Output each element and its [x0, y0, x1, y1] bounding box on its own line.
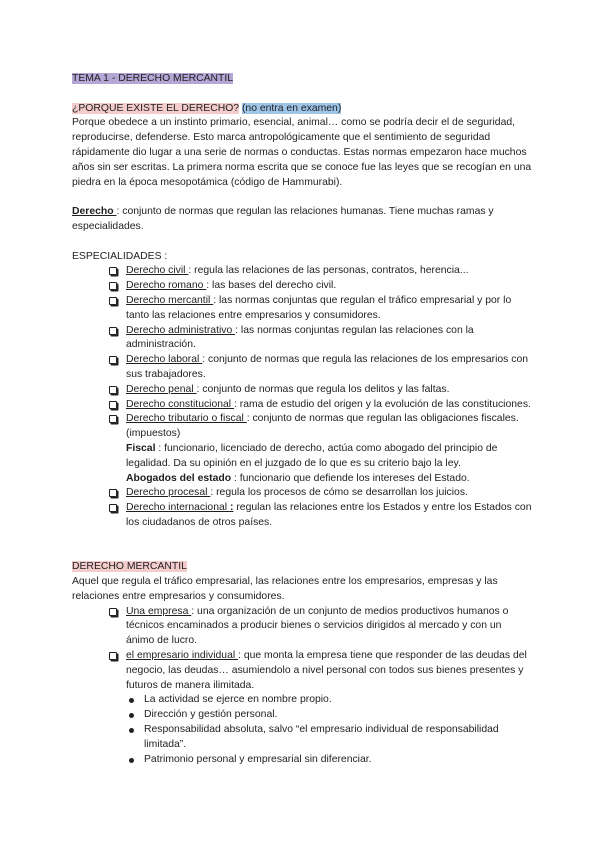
list-item: Derecho administrativo : las normas conjuntas regulan las relaciones con la administración.	[108, 324, 532, 354]
bullet-item: Responsabilidad absoluta, salvo “el empresario individual de responsabilidad limitada”.	[126, 723, 532, 753]
list-item: Derecho laboral : conjunto de normas que regula las relaciones de los empresarios con sus trabajadores.	[108, 353, 532, 383]
list-item: Una empresa : una organización de un conjunto de medios productivos humanos o técnicos encaminados a producir bienes o servicios dirigidos al mercado y con un ánimo de lucro.	[108, 605, 532, 649]
empresario-bullets	[72, 693, 532, 767]
abogados-note: Abogados del estado : funcionario que defiende los intereses del Estado.	[126, 472, 470, 484]
list-item: Derecho procesal : regula los procesos de cómo se desarrollan los juicios.	[108, 486, 532, 501]
list-item: Derecho internacional : regulan las relaciones entre los Estados y entre los Estados con los ciudadanos de otros países.	[108, 501, 532, 531]
mercantil-intro: Aquel que regula el tráfico empresarial, las relaciones entre los empresarios, empresas y las relaciones entre empresarios y consumidores.	[72, 576, 498, 602]
mercantil-list	[72, 605, 532, 694]
list-item: Derecho mercantil : las normas conjuntas que regulan el tráfico empresarial y por lo tanto las relaciones entre empresarios y consumidores.	[108, 294, 532, 324]
page-title: TEMA 1 - DERECHO MERCANTIL	[72, 73, 234, 84]
why-heading-text: ¿PORQUE EXISTE EL DERECHO?	[72, 102, 240, 114]
especialidades-list	[72, 264, 532, 442]
why-body: Porque obedece a un instinto primario, esencial, animal… como se podría decir el de seguridad, reproducirse, defenderse. Esto marca antropológicamente que el sentimiento de seguridad rápidamente dio lugar a una serie de normas o conductas. Estas normas empezaron hace muchos años sin ser escritas. La primera norma escrita que se conoce fue las leyes que se recogían en una piedra en la época mesopotámica (código de Hammurabi).	[72, 117, 532, 188]
list-item: Derecho constitucional : rama de estudio del origen y la evolución de las constituciones.	[108, 398, 532, 413]
mercantil-heading: DERECHO MERCANTIL	[72, 561, 187, 573]
derecho-definition: Derecho : conjunto de normas que regulan las relaciones humanas. Tiene muchas ramas y especialidades.	[72, 206, 494, 232]
exam-note: (no entra en examen)	[241, 102, 342, 114]
document-body	[72, 72, 532, 767]
bullet-item: Dirección y gestión personal.	[126, 708, 532, 723]
list-item: Derecho penal : conjunto de normas que regula los delitos y las faltas.	[108, 383, 532, 398]
especialidades-list-cont	[72, 486, 532, 530]
fiscal-note: Fiscal : funcionario, licenciado de derecho, actúa como abogado del principio de legalidad. Da su opinión en el juzgado de lo que es su criterio bajo la ley.	[126, 442, 498, 469]
derecho-term: Derecho	[72, 206, 117, 218]
list-item: Derecho romano : las bases del derecho civil.	[108, 279, 532, 294]
list-item: el empresario individual : que monta la empresa tiene que responder de las deudas del negocio, las deudas… asumiendolo a nivel personal con todos sus bienes presentes y futuros de manera ilimitada.	[108, 649, 532, 693]
list-item: Derecho civil : regula las relaciones de las personas, contratos, herencia...	[108, 264, 532, 279]
why-heading	[72, 102, 532, 117]
bullet-item: Patrimonio personal y empresarial sin diferenciar.	[126, 753, 532, 768]
list-item: Derecho tributario o fiscal : conjunto de normas que regulan las obligaciones fiscales. (impuestos)	[108, 412, 532, 442]
especialidades-heading: ESPECIALIDADES :	[72, 250, 168, 262]
bullet-item: La actividad se ejerce en nombre propio.	[126, 693, 532, 708]
